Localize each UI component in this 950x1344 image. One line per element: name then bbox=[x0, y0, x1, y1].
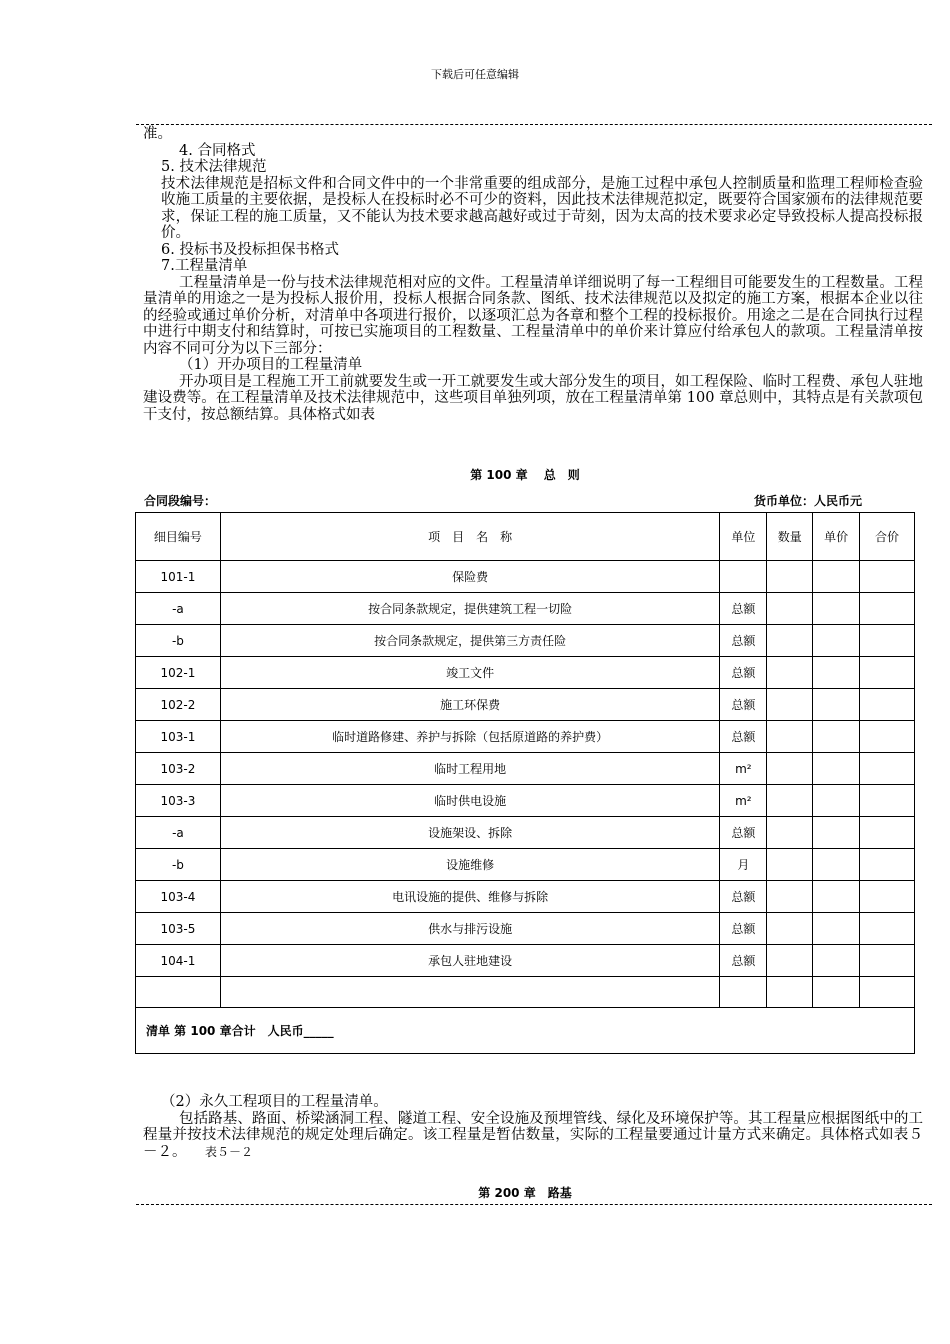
item-unit: 总额 bbox=[720, 881, 767, 913]
para-bid-format: 6. 投标书及投标担保书格式 bbox=[161, 241, 339, 258]
item-amount bbox=[860, 881, 915, 913]
item-quantity bbox=[767, 625, 813, 657]
header-quantity: 数量 bbox=[767, 513, 813, 561]
header-note: 下载后可任意编辑 bbox=[431, 68, 519, 81]
item-unit: 月 bbox=[720, 849, 767, 881]
item-unit: m² bbox=[720, 785, 767, 817]
boq-table-chapter-100 bbox=[135, 512, 915, 1054]
item-amount bbox=[860, 785, 915, 817]
table-total-row bbox=[136, 1008, 915, 1054]
item-quantity bbox=[767, 689, 813, 721]
item-quantity bbox=[767, 753, 813, 785]
para-0: 准。 bbox=[143, 126, 172, 142]
table-row bbox=[136, 945, 915, 977]
item-name: 临时供电设施 bbox=[220, 785, 720, 817]
item-quantity bbox=[767, 561, 813, 593]
para-permanent-works-text: 包括路基、路面、桥梁涵洞工程、隧道工程、安全设施及预埋管线、绿化及环境保护等。其工程量应根据图纸中的工程量并按技术法律规范的规定处理后确定。该工程量是暂估数量，实际的工程量要通过计量方式来确定。具体格式如表５－２。 bbox=[143, 1110, 923, 1160]
table-row bbox=[136, 625, 915, 657]
para-permanent-works-heading: （2）永久工程项目的工程量清单。 bbox=[161, 1094, 388, 1110]
item-unit: 总额 bbox=[720, 593, 767, 625]
item-unit: 总额 bbox=[720, 657, 767, 689]
item-unit: 总额 bbox=[720, 689, 767, 721]
item-name: 竣工文件 bbox=[220, 657, 720, 689]
item-quantity bbox=[767, 849, 813, 881]
item-code: -a bbox=[136, 817, 221, 849]
table-row bbox=[136, 849, 915, 881]
para-permanent-works-desc bbox=[143, 1111, 923, 1161]
item-amount bbox=[860, 593, 915, 625]
table-row bbox=[136, 753, 915, 785]
item-amount bbox=[860, 753, 915, 785]
item-code: -a bbox=[136, 593, 221, 625]
currency-label: 货币单位：人民币元 bbox=[754, 494, 863, 508]
item-unit-price bbox=[813, 721, 860, 753]
item-quantity bbox=[767, 593, 813, 625]
item-code: 102-2 bbox=[136, 689, 221, 721]
item-unit-price bbox=[813, 561, 860, 593]
chapter-100-title: 第 100 章 总 则 bbox=[470, 468, 580, 482]
blank-cell bbox=[767, 977, 813, 1008]
table-ref-5-2: 表５－２ bbox=[204, 1144, 253, 1159]
body-text-top bbox=[143, 126, 923, 423]
bottom-dashed-divider bbox=[136, 1204, 932, 1205]
item-quantity bbox=[767, 721, 813, 753]
item-code: 103-2 bbox=[136, 753, 221, 785]
para-boq-desc: 工程量清单是一份与技术法律规范相对应的文件。工程量清单详细说明了每一工程细目可能要发生的工程数量。工程量清单的用途之一是为投标人报价用，投标人根据合同条款、图纸、技术法律规范以及拟定的施工方案，根据本企业以往的经验或通过单价分析，对清单中各项进行报价，以逐项汇总为各章和整个工程的投标报价。用途之二是在合同执行过程中进行中期支付和结算时，可按已实施项目的工程数量、工程量清单中的单价来计算应付给承包人的款项。工程量清单按内容不同可分为以下三部分： bbox=[143, 274, 923, 357]
item-name: 临时道路修建、养护与拆除（包括原道路的养护费） bbox=[220, 721, 720, 753]
item-unit bbox=[720, 561, 767, 593]
table-row bbox=[136, 785, 915, 817]
item-name: 按合同条款规定，提供第三方责任险 bbox=[220, 625, 720, 657]
item-quantity bbox=[767, 945, 813, 977]
item-code: 101-1 bbox=[136, 561, 221, 593]
table-header-row bbox=[136, 513, 915, 561]
item-unit-price bbox=[813, 625, 860, 657]
item-unit-price bbox=[813, 881, 860, 913]
contract-section-label: 合同段编号： bbox=[144, 494, 217, 508]
item-unit-price bbox=[813, 593, 860, 625]
item-unit-price bbox=[813, 945, 860, 977]
item-amount bbox=[860, 689, 915, 721]
header-item-name: 项 目 名 称 bbox=[220, 513, 720, 561]
header-unit-price: 单价 bbox=[813, 513, 860, 561]
item-quantity bbox=[767, 913, 813, 945]
item-amount bbox=[860, 817, 915, 849]
item-unit-price bbox=[813, 817, 860, 849]
para-tech-spec-heading: 5. 技术法律规范 bbox=[161, 159, 267, 175]
blank-cell bbox=[813, 977, 860, 1008]
item-amount bbox=[860, 561, 915, 593]
item-code: 103-5 bbox=[136, 913, 221, 945]
item-quantity bbox=[767, 785, 813, 817]
item-unit-price bbox=[813, 913, 860, 945]
para-boq-heading: 7.工程量清单 bbox=[161, 258, 248, 274]
item-amount bbox=[860, 721, 915, 753]
blank-cell bbox=[860, 977, 915, 1008]
item-name: 按合同条款规定，提供建筑工程一切险 bbox=[220, 593, 720, 625]
item-unit-price bbox=[813, 657, 860, 689]
table-row bbox=[136, 593, 915, 625]
item-name: 保险费 bbox=[220, 561, 720, 593]
header-unit: 单位 bbox=[720, 513, 767, 561]
chapter-200-title: 第 200 章 路基 bbox=[478, 1186, 572, 1200]
item-name: 设施架设、拆除 bbox=[220, 817, 720, 849]
item-code: -b bbox=[136, 625, 221, 657]
item-amount bbox=[860, 657, 915, 689]
header-item-code: 细目编号 bbox=[136, 513, 221, 561]
item-amount bbox=[860, 945, 915, 977]
item-name: 供水与排污设施 bbox=[220, 913, 720, 945]
item-unit: 总额 bbox=[720, 913, 767, 945]
item-unit: 总额 bbox=[720, 945, 767, 977]
para-tech-spec: 技术法律规范是招标文件和合同文件中的一个非常重要的组成部分，是施工过程中承包人控制质量和监理工程师检查验收施工质量的主要依据，是投标人在投标时必不可少的资料，因此技术法律规范拟定，既要符合国家颁布的法律规范要求，保证工程的施工质量，又不能认为技术要求越高越好或过于苛刻，因为太高的技术要求必定导致投标人提高投标报价。 bbox=[161, 175, 923, 241]
item-name: 设施维修 bbox=[220, 849, 720, 881]
chapter-total-label: 清单 第 100 章合计 人民币_____ bbox=[136, 1008, 915, 1054]
blank-cell bbox=[720, 977, 767, 1008]
item-name: 电讯设施的提供、维修与拆除 bbox=[220, 881, 720, 913]
item-code: -b bbox=[136, 849, 221, 881]
item-code: 102-1 bbox=[136, 657, 221, 689]
table-row bbox=[136, 817, 915, 849]
para-contract-format: 4. 合同格式 bbox=[179, 142, 256, 159]
item-code: 104-1 bbox=[136, 945, 221, 977]
para-preliminaries-heading: （1）开办项目的工程量清单 bbox=[179, 357, 363, 373]
item-amount bbox=[860, 849, 915, 881]
blank-cell bbox=[136, 977, 221, 1008]
item-name: 施工环保费 bbox=[220, 689, 720, 721]
table-row bbox=[136, 657, 915, 689]
table-row-blank bbox=[136, 977, 915, 1008]
item-unit: 总额 bbox=[720, 817, 767, 849]
item-name: 临时工程用地 bbox=[220, 753, 720, 785]
item-unit-price bbox=[813, 753, 860, 785]
item-amount bbox=[860, 625, 915, 657]
para-preliminaries-desc: 开办项目是工程施工开工前就要发生或一开工就要发生或大部分发生的项目，如工程保险、临时工程费、承包人驻地建设费等。在工程量清单及技术法律规范中，这些项目单独列项，放在工程量清单第 100 章总则中，其特点是有关款项包干支付，按总额结算。具体格式如表 bbox=[143, 373, 923, 423]
item-code: 103-3 bbox=[136, 785, 221, 817]
blank-cell bbox=[220, 977, 720, 1008]
table-row bbox=[136, 913, 915, 945]
item-unit: 总额 bbox=[720, 721, 767, 753]
body-text-bottom bbox=[143, 1094, 923, 1160]
item-quantity bbox=[767, 817, 813, 849]
header-amount: 合价 bbox=[860, 513, 915, 561]
table-row bbox=[136, 689, 915, 721]
table-row bbox=[136, 881, 915, 913]
item-unit-price bbox=[813, 689, 860, 721]
table-row bbox=[136, 561, 915, 593]
top-dashed-divider bbox=[136, 124, 932, 125]
item-name: 承包人驻地建设 bbox=[220, 945, 720, 977]
item-unit: 总额 bbox=[720, 625, 767, 657]
item-amount bbox=[860, 913, 915, 945]
item-unit-price bbox=[813, 849, 860, 881]
item-unit: m² bbox=[720, 753, 767, 785]
item-unit-price bbox=[813, 785, 860, 817]
item-code: 103-1 bbox=[136, 721, 221, 753]
item-quantity bbox=[767, 881, 813, 913]
item-quantity bbox=[767, 657, 813, 689]
table-row bbox=[136, 721, 915, 753]
item-code: 103-4 bbox=[136, 881, 221, 913]
